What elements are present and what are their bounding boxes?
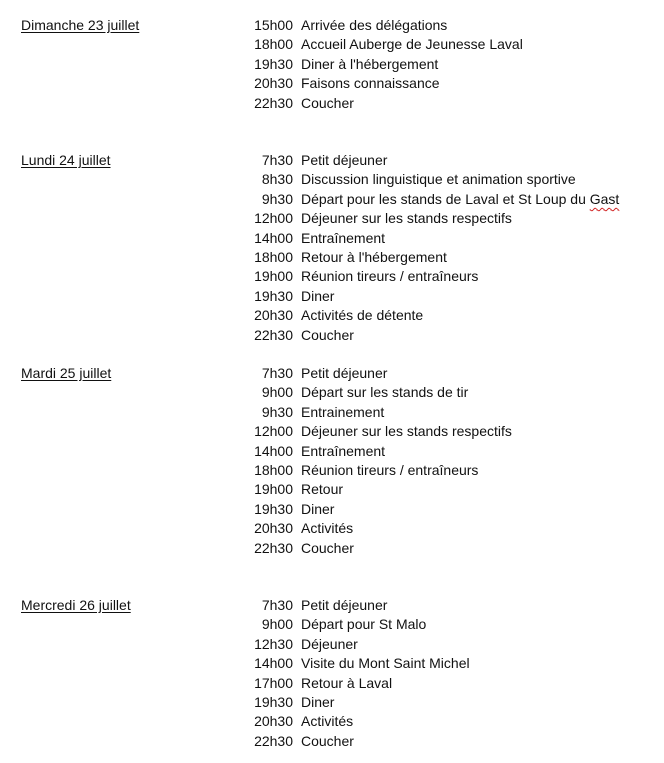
event-row: [0, 383, 664, 402]
event-time: 14h00: [254, 655, 293, 672]
event-activity: [301, 16, 447, 35]
event-time: 19h30: [254, 500, 293, 517]
event-activity: [301, 55, 438, 74]
event-activity-text: Activités: [301, 713, 354, 730]
event-time: 7h30: [261, 597, 293, 613]
event-activity-text: Visite du Mont Saint Michel: [301, 655, 470, 672]
event-row: [0, 422, 664, 441]
event-activity-text: Petit déjeuner: [301, 365, 388, 381]
event-activity: [301, 364, 387, 383]
event-row: [0, 461, 664, 480]
event-row: [0, 364, 664, 383]
event-activity: [301, 306, 423, 325]
event-time: 18h00: [254, 36, 293, 53]
event-row: [0, 326, 664, 345]
event-row: [0, 519, 664, 538]
event-time: 14h00: [254, 442, 293, 459]
event-activity-text: Entrainement: [301, 403, 385, 420]
event-row: [0, 732, 664, 751]
event-activity-text: Diner: [301, 693, 335, 710]
event-activity-text: Coucher: [301, 94, 354, 111]
event-activity: [301, 209, 512, 228]
event-activity-text: Entraînement: [301, 442, 386, 459]
event-row: [0, 500, 664, 519]
event-activity: [301, 190, 619, 209]
event-activity-text: Déjeuner sur les stands respectifs: [301, 423, 512, 440]
event-list: [0, 364, 664, 558]
event-row: [0, 35, 664, 54]
event-time: 15h00: [254, 17, 293, 33]
event-activity-text: Discussion linguistique et animation sportive: [301, 171, 576, 188]
event-row: [0, 55, 664, 74]
event-list: [0, 151, 664, 345]
day-title: Lundi 24 juillet: [21, 152, 111, 168]
event-row: [0, 615, 664, 634]
event-time: 9h30: [261, 403, 293, 420]
day-title: Mercredi 26 juillet: [21, 597, 131, 613]
event-activity-text: Retour à l'hébergement: [301, 248, 447, 265]
event-activity-text: Retour à Laval: [301, 674, 393, 691]
event-activity: [301, 539, 354, 558]
event-activity: [301, 693, 334, 712]
event-activity: [301, 635, 358, 654]
event-time: 12h30: [254, 635, 293, 652]
event-activity: [301, 480, 343, 499]
event-activity-text: Diner à l'hébergement: [301, 55, 439, 72]
event-list: [0, 16, 664, 113]
event-activity-text: Diner: [301, 500, 335, 517]
event-activity-text: Petit déjeuner: [301, 597, 388, 613]
event-time: 17h00: [254, 674, 293, 691]
event-activity-text: Départ pour St Malo: [301, 616, 427, 633]
event-time: 12h00: [254, 423, 293, 440]
event-row: [0, 674, 664, 693]
event-activity-text: Déjeuner sur les stands respectifs: [301, 210, 512, 227]
event-activity: [301, 287, 334, 306]
event-time: 18h00: [254, 461, 293, 478]
event-time: 19h30: [254, 55, 293, 72]
event-time: 22h30: [254, 326, 293, 343]
event-activity: [301, 94, 354, 113]
event-row: [0, 151, 664, 170]
event-time: 12h00: [254, 210, 293, 227]
event-row: [0, 539, 664, 558]
event-activity-text: Départ pour les stands de Laval et St Loup du: [301, 190, 590, 207]
event-activity: [301, 383, 468, 402]
event-row: [0, 596, 664, 615]
event-time: 7h30: [261, 152, 293, 168]
event-activity-text: Activités de détente: [301, 307, 424, 324]
event-time: 19h00: [254, 268, 293, 285]
event-row: [0, 16, 664, 35]
event-row: [0, 306, 664, 325]
event-row: [0, 693, 664, 712]
event-activity-text: Réunion tireurs / entraîneurs: [301, 461, 479, 478]
event-time: 9h00: [261, 384, 293, 401]
event-row: [0, 635, 664, 654]
event-activity: [301, 74, 440, 93]
event-row: [0, 712, 664, 731]
event-activity: [301, 422, 512, 441]
spellcheck-flagged-word: Gast: [589, 190, 620, 207]
event-activity: [301, 151, 387, 170]
event-activity: [301, 267, 478, 286]
day-title: Mardi 25 juillet: [21, 365, 112, 381]
event-activity: [301, 674, 392, 693]
event-activity-text: Diner: [301, 287, 335, 304]
event-time: 9h00: [261, 616, 293, 633]
event-activity: [301, 170, 576, 189]
event-time: 20h30: [254, 75, 293, 92]
event-row: [0, 654, 664, 673]
event-activity-text: Faisons connaissance: [301, 75, 440, 92]
event-activity-text: Retour: [301, 481, 344, 498]
event-time: 19h30: [254, 693, 293, 710]
event-row: [0, 229, 664, 248]
event-activity: [301, 615, 426, 634]
event-row: [0, 74, 664, 93]
event-row: [0, 480, 664, 499]
event-time: 18h00: [254, 248, 293, 265]
event-time: 19h00: [254, 481, 293, 498]
event-time: 14h00: [254, 229, 293, 246]
event-activity: [301, 500, 334, 519]
event-activity: [301, 229, 385, 248]
event-activity-text: Arrivée des délégations: [301, 17, 448, 33]
event-activity-text: Coucher: [301, 326, 354, 343]
event-activity: [301, 248, 447, 267]
event-time: 22h30: [254, 732, 293, 749]
event-time: 9h30: [261, 190, 293, 207]
event-activity: [301, 442, 385, 461]
event-activity-text: Départ sur les stands de tir: [301, 384, 469, 401]
event-row: [0, 267, 664, 286]
event-activity-text: Entraînement: [301, 229, 386, 246]
event-time: 22h30: [254, 539, 293, 556]
event-activity: [301, 35, 523, 54]
event-row: [0, 248, 664, 267]
event-time: 20h30: [254, 520, 293, 537]
event-activity: [301, 712, 353, 731]
event-activity: [301, 326, 354, 345]
event-activity: [301, 732, 354, 751]
event-time: 22h30: [254, 94, 293, 111]
event-row: [0, 170, 664, 189]
event-row: [0, 442, 664, 461]
event-activity: [301, 519, 353, 538]
event-row: [0, 403, 664, 422]
event-time: 7h30: [261, 365, 293, 381]
event-activity-text: Coucher: [301, 539, 354, 556]
event-activity: [301, 403, 384, 422]
event-row: [0, 287, 664, 306]
event-time: 8h30: [261, 171, 293, 188]
event-activity-text: Activités: [301, 520, 354, 537]
event-row: [0, 190, 664, 209]
event-activity-text: Déjeuner: [301, 635, 358, 652]
event-activity-text: Coucher: [301, 732, 354, 749]
event-activity: [301, 596, 387, 615]
event-time: 20h30: [254, 307, 293, 324]
event-list: [0, 596, 664, 751]
event-activity: [301, 654, 470, 673]
event-activity-text: Accueil Auberge de Jeunesse Laval: [301, 36, 523, 53]
event-activity: [301, 461, 478, 480]
event-row: [0, 209, 664, 228]
event-time: 20h30: [254, 713, 293, 730]
day-title: Dimanche 23 juillet: [21, 17, 140, 33]
event-activity-text: Réunion tireurs / entraîneurs: [301, 268, 479, 285]
event-time: 19h30: [254, 287, 293, 304]
event-activity-text: Petit déjeuner: [301, 152, 388, 168]
event-row: [0, 94, 664, 113]
